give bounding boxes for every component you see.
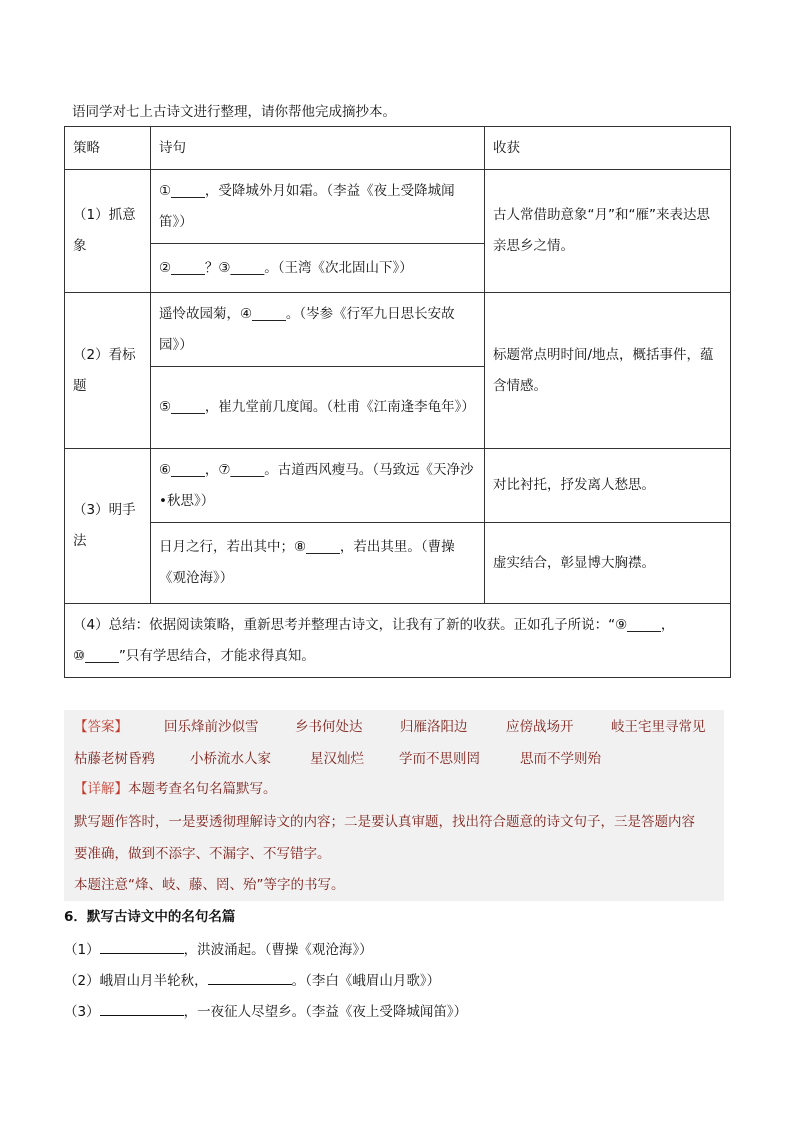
detail-tag: 【详解】 — [74, 781, 128, 797]
answer-item: 学而不思则罔 — [399, 751, 480, 767]
header-gain: 收获 — [485, 127, 731, 170]
answer-tag: 【答案】 — [74, 719, 128, 735]
q6-text: （2）峨眉山月半轮秋， — [64, 973, 208, 989]
strategy-cell: （3）明手法 — [65, 449, 151, 604]
gain-cell: 古人常借助意象“月”和“雁”来表达思亲思乡之情。 — [485, 170, 731, 293]
detail-paragraph: 默写题作答时，一是要透彻理解诗文的内容；二是要认真审题，找出符合题意的诗文句子，三是答题内容 — [74, 814, 695, 830]
detail-line — [74, 778, 277, 800]
gain-cell: 虚实结合，彰显博大胸襟。 — [485, 523, 731, 604]
q6-text: ，洪波涌起。（曹操《观沧海》） — [183, 942, 373, 958]
table-row — [65, 293, 731, 367]
answer-item: 归雁洛阳边 — [400, 719, 468, 735]
summary-cell: （4）总结：依据阅读策略，重新思考并整理古诗文，让我有了新的收获。正如孔子所说：“⑨_____，⑩_____”只有学思结合，才能求得真知。 — [65, 604, 731, 678]
question-6-title: 6．默写古诗文中的名句名篇 — [64, 909, 236, 925]
answer-item: 乡书何处达 — [295, 719, 363, 735]
poem-cell: 日月之行，若出其中；⑧_____，若出其里。（曹操《观沧海》） — [151, 523, 485, 604]
answer-item: 枯藤老树昏鸦 — [74, 751, 155, 767]
answer-item: 回乐烽前沙似雪 — [164, 719, 259, 735]
detail-paragraph: 本题注意“烽、岐、藤、罔、殆”等字的书写。 — [74, 877, 345, 893]
detail-paragraph: 要准确，做到不添字、不漏字、不写错字。 — [74, 846, 331, 862]
answer-item: 星汉灿烂 — [310, 751, 364, 767]
detail-text: 本题考查名句名篇默写。 — [128, 781, 277, 797]
table-header-row — [65, 127, 731, 170]
table-row — [65, 523, 731, 604]
q6-text: 。（李白《峨眉山月歌》） — [291, 973, 441, 989]
answer-item: 岐王宅里寻常见 — [611, 719, 706, 735]
table-row — [65, 170, 731, 244]
q6-text: （3） — [64, 1004, 100, 1020]
answer-blank[interactable] — [100, 1001, 184, 1016]
answer-line — [74, 716, 724, 738]
strategy-cell: （2）看标题 — [65, 293, 151, 449]
answer-item: 思而不学则殆 — [520, 751, 601, 767]
answer-box — [64, 710, 724, 901]
strategy-cell: （1）抓意象 — [65, 170, 151, 293]
answer-line — [74, 748, 724, 770]
answer-item: 小桥流水人家 — [190, 751, 271, 767]
summary-row — [65, 604, 731, 678]
poem-cell: 遥怜故园菊，④_____。（岑参《行军九日思长安故园》） — [151, 293, 485, 367]
answer-blank[interactable] — [208, 970, 292, 985]
question-6-item — [64, 939, 373, 961]
header-poem: 诗句 — [151, 127, 485, 170]
q6-text: （1） — [64, 942, 100, 958]
intro-text: 语同学对七上古诗文进行整理，请你帮他完成摘抄本。 — [72, 104, 396, 120]
poem-cell: ②_____？③_____。（王湾《次北固山下》） — [151, 244, 485, 293]
q6-text: ，一夜征人尽望乡。（李益《夜上受降城闻笛》） — [183, 1004, 468, 1020]
poem-cell: ⑥_____，⑦_____。古道西风瘦马。（马致远《天净沙•秋思》） — [151, 449, 485, 523]
question-6-item — [64, 970, 440, 992]
excerpt-table — [64, 126, 731, 678]
poem-cell: ①_____，受降城外月如霜。（李益《夜上受降城闻笛》） — [151, 170, 485, 244]
answer-item: 应傍战场开 — [506, 719, 574, 735]
poem-cell: ⑤_____，崔九堂前几度闻。（杜甫《江南逢李龟年》） — [151, 367, 485, 449]
table-row — [65, 449, 731, 523]
question-6-item — [64, 1001, 467, 1023]
gain-cell: 对比衬托，抒发离人愁思。 — [485, 449, 731, 523]
answer-blank[interactable] — [100, 939, 184, 954]
header-strategy: 策略 — [65, 127, 151, 170]
gain-cell: 标题常点明时间/地点，概括事件，蕴含情感。 — [485, 293, 731, 449]
